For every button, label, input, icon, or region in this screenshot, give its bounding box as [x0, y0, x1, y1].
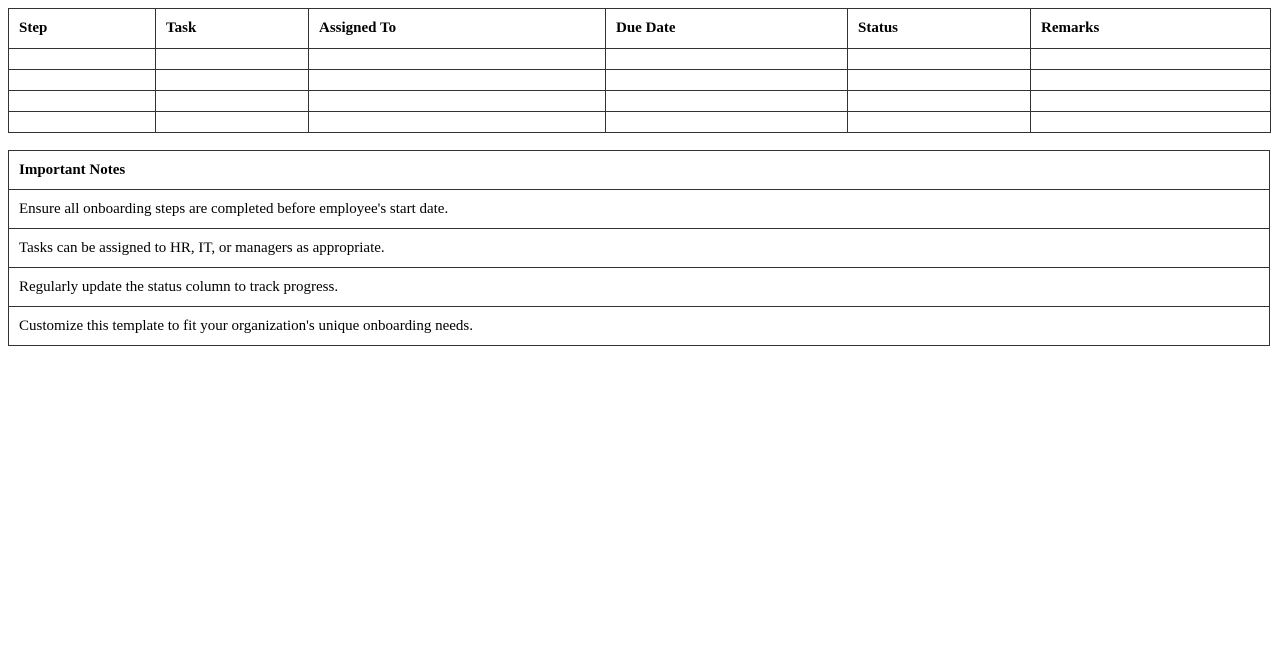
- note-item: Tasks can be assigned to HR, IT, or managers as appropriate.: [9, 229, 1270, 268]
- cell-status[interactable]: [848, 91, 1031, 112]
- header-step: Step: [9, 9, 156, 49]
- cell-task[interactable]: [156, 112, 309, 133]
- cell-remarks[interactable]: [1031, 70, 1271, 91]
- cell-assigned-to[interactable]: [309, 112, 606, 133]
- cell-assigned-to[interactable]: [309, 91, 606, 112]
- header-due-date: Due Date: [606, 9, 848, 49]
- table-row: [9, 70, 1271, 91]
- cell-step[interactable]: [9, 91, 156, 112]
- note-row: [9, 268, 1270, 307]
- cell-task[interactable]: [156, 91, 309, 112]
- cell-status[interactable]: [848, 112, 1031, 133]
- cell-due-date[interactable]: [606, 91, 848, 112]
- note-item: Customize this template to fit your organization's unique onboarding needs.: [9, 307, 1270, 346]
- cell-remarks[interactable]: [1031, 49, 1271, 70]
- header-remarks: Remarks: [1031, 9, 1271, 49]
- cell-assigned-to[interactable]: [309, 49, 606, 70]
- cell-remarks[interactable]: [1031, 112, 1271, 133]
- table-row: [9, 49, 1271, 70]
- note-row: [9, 190, 1270, 229]
- cell-assigned-to[interactable]: [309, 70, 606, 91]
- note-row: [9, 229, 1270, 268]
- cell-step[interactable]: [9, 70, 156, 91]
- cell-step[interactable]: [9, 49, 156, 70]
- note-item: Ensure all onboarding steps are completed before employee's start date.: [9, 190, 1270, 229]
- cell-due-date[interactable]: [606, 49, 848, 70]
- important-notes-table: [8, 150, 1270, 346]
- cell-due-date[interactable]: [606, 70, 848, 91]
- table-row: [9, 112, 1271, 133]
- notes-header-row: [9, 151, 1270, 190]
- cell-status[interactable]: [848, 49, 1031, 70]
- cell-status[interactable]: [848, 70, 1031, 91]
- cell-step[interactable]: [9, 112, 156, 133]
- table-row: [9, 91, 1271, 112]
- cell-task[interactable]: [156, 70, 309, 91]
- cell-due-date[interactable]: [606, 112, 848, 133]
- cell-remarks[interactable]: [1031, 91, 1271, 112]
- note-row: [9, 307, 1270, 346]
- table-header-row: [9, 9, 1271, 49]
- note-item: Regularly update the status column to track progress.: [9, 268, 1270, 307]
- onboarding-task-table: [8, 8, 1271, 133]
- header-assigned-to: Assigned To: [309, 9, 606, 49]
- header-task: Task: [156, 9, 309, 49]
- notes-title: Important Notes: [9, 151, 1270, 190]
- cell-task[interactable]: [156, 49, 309, 70]
- header-status: Status: [848, 9, 1031, 49]
